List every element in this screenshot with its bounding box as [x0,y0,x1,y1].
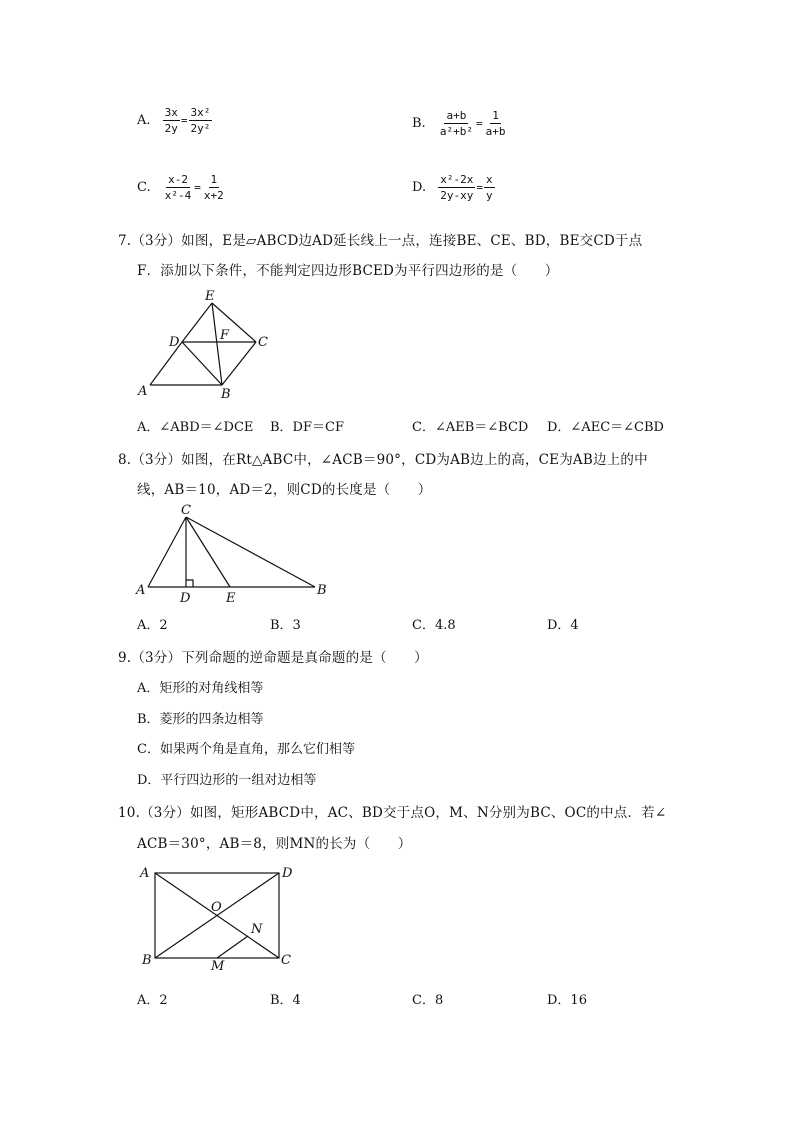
label-b: B [317,583,327,598]
q7-stem-line2: F．添加以下条件，不能判定四边形BCED为平行四边形的是（ ） [137,263,559,279]
q7-option-a: A．∠ABD＝∠DCE [137,420,254,435]
segment-bd [182,342,222,385]
label-c: C [258,335,268,350]
q7-stem-line1: 7.（3分）如图，E是▱ABCD边AD延长线上一点，连接BE、CE、BD，BE交CD于点 [118,233,643,249]
q9-option-c: C．如果两个角是直角，那么它们相等 [137,742,355,757]
q8-stem-line1: 8.（3分）如图，在Rt△ABC中，∠ACB＝90°，CD为AB边上的高，CE为AB边上的中 [118,452,648,468]
q8-option-d: D．4 [547,618,579,633]
segment-ce [212,303,256,342]
q10-option-a: A．2 [137,993,168,1008]
equals-sign: = [476,181,483,194]
q9-option-b: B．菱形的四条边相等 [137,712,264,727]
q6-d-rhs-fraction [484,172,495,203]
q10-option-d: D．16 [547,993,587,1008]
q6-a-lhs-fraction [163,105,180,136]
q8-figure [130,500,335,606]
denominator: x+2 [203,189,224,202]
q9-option-a: A．矩形的对角线相等 [137,681,264,696]
denominator: 2y [164,122,178,135]
segment-ce [186,517,230,587]
label-d: D [169,335,180,350]
numerator: x-2 [168,173,188,186]
label-a: A [140,866,150,881]
label-e: E [205,289,215,304]
equals-sign: = [180,114,188,127]
q6-option-d [412,172,495,203]
q7-option-d: D．∠AEC＝∠CBD [547,420,664,435]
q6-option-c-label: C. [137,180,151,195]
label-d: D [282,866,293,881]
numerator: x²-2x [440,173,474,186]
denominator: a+b [485,125,506,138]
q6-d-lhs-fraction [438,172,475,203]
numerator: a+b [446,109,467,122]
label-b: B [142,953,152,968]
q10-figure [135,860,305,975]
q6-b-lhs-fraction [438,108,475,139]
segment-cb [186,517,315,587]
q10-stem-line1: 10.（3分）如图，矩形ABCD中，AC、BD交于点O，M、N分别为BC、OC的中点．若∠ [118,805,667,821]
denominator: 2y² [190,122,211,135]
numerator: 1 [210,173,218,186]
q6-b-rhs-fraction [484,108,508,139]
q10-option-c: C．8 [412,993,444,1008]
label-n: N [251,922,263,937]
segment-bc [222,342,256,385]
denominator: y [485,189,493,202]
segment-mn [217,936,248,958]
label-e: E [226,591,236,606]
q7-option-b: B．DF＝CF [270,420,344,435]
q6-option-a [137,105,212,136]
denominator: 2y-xy [440,189,474,202]
label-a: A [136,583,146,598]
label-b: B [221,387,231,402]
right-angle-mark [186,580,193,587]
label-m: M [211,959,225,974]
q9-option-d: D．平行四边形的一组对边相等 [137,773,317,788]
label-a: A [138,384,148,399]
segment-be [212,303,222,385]
numerator: 3x [164,106,178,119]
label-d: D [180,591,191,606]
label-c: C [281,953,291,968]
q8-option-a: A．2 [137,618,168,633]
q6-c-lhs-fraction [163,172,194,203]
numerator: x [485,173,493,186]
q7-option-c: C．∠AEB＝∠BCD [412,420,529,435]
q8-stem-line2: 线，AB＝10，AD＝2，则CD的长度是（ ） [137,482,432,498]
q7-figure [130,285,280,405]
q8-option-b: B．3 [270,618,301,633]
q6-c-rhs-fraction [202,172,226,203]
denominator: x²-4 [164,189,192,202]
q10-option-b: B．4 [270,993,301,1008]
q6-option-b [412,108,507,139]
q9-stem: 9.（3分）下列命题的逆命题是真命题的是（ ） [118,650,428,666]
label-f: F [220,328,230,343]
equals-sign: = [475,117,483,130]
q10-stem-line2: ACB＝30°，AB＝8，则MN的长为（ ） [137,836,412,852]
numerator: 3x² [190,106,211,119]
segment-de [182,303,212,342]
numerator: 1 [492,109,499,122]
q6-option-d-label: D. [412,180,427,195]
label-c: C [181,503,191,518]
denominator: a²+b² [439,125,473,138]
q6-a-rhs-fraction [189,105,213,136]
q6-option-b-label: B. [412,116,426,131]
q6-option-c [137,172,226,203]
q6-option-a-label: A. [137,113,151,128]
segment-ac [148,517,186,587]
label-o: O [211,900,222,915]
equals-sign: = [194,181,201,194]
q8-option-c: C．4.8 [412,618,456,633]
